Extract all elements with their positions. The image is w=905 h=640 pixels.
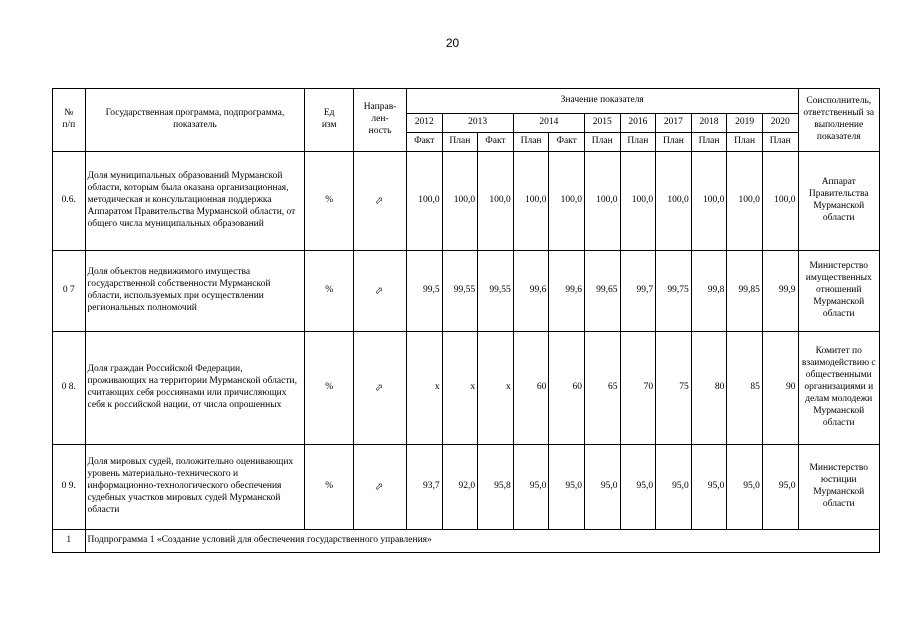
table-row (53, 152, 880, 251)
value-cell: 99,6 (549, 251, 585, 332)
value-cell: 99,75 (656, 251, 692, 332)
arrow-up-right-icon: ⇨ (372, 283, 387, 298)
subcol: План (727, 133, 763, 152)
subprogram-title: Подпрограмма 1 «Создание условий для обеспечения государственного управления» (85, 530, 879, 553)
value-cell: 80 (691, 332, 727, 445)
value-cell: 100,0 (620, 152, 656, 251)
subcol: Факт (478, 133, 514, 152)
row-unit: % (305, 251, 354, 332)
row-unit: % (305, 152, 354, 251)
subprogram-num: 1 (53, 530, 86, 553)
row-name: Доля граждан Российской Федерации, проживающих на территории Мурманской области, считающих себя россиянами или причисляющих себя к российской нации, от числа опрошенных (85, 332, 305, 445)
value-cell: 92,0 (442, 445, 478, 530)
subcol: Факт (406, 133, 442, 152)
value-cell: 85 (727, 332, 763, 445)
value-cell: 90 (762, 332, 798, 445)
value-cell: 99,7 (620, 251, 656, 332)
row-direction (354, 251, 407, 332)
value-cell: 99,8 (691, 251, 727, 332)
row-executor: Аппарат Правительства Мурманской области (798, 152, 880, 251)
value-cell: 100,0 (762, 152, 798, 251)
value-cell: x (442, 332, 478, 445)
row-unit: % (305, 445, 354, 530)
arrow-up-right-icon: ⇨ (372, 380, 387, 395)
value-cell: 95,0 (620, 445, 656, 530)
value-cell: 100,0 (442, 152, 478, 251)
value-cell: 95,0 (691, 445, 727, 530)
subcol: План (584, 133, 620, 152)
value-cell: 95,0 (513, 445, 549, 530)
subcol: План (691, 133, 727, 152)
value-cell: 65 (584, 332, 620, 445)
header-row-1 (53, 89, 880, 114)
value-cell: 95,0 (584, 445, 620, 530)
subcol: План (620, 133, 656, 152)
value-cell: 70 (620, 332, 656, 445)
subcol: План (513, 133, 549, 152)
year-2018: 2018 (691, 114, 727, 133)
row-name: Доля муниципальных образований Мурманской области, которым была оказана организационная, методическая и консультационная поддержка Аппаратом Правительства Мурманской области, от общего числа муниципальных образований (85, 152, 305, 251)
year-2016: 2016 (620, 114, 656, 133)
value-cell: 100,0 (727, 152, 763, 251)
row-name: Доля мировых судей, положительно оценивающих уровень материально-технического и информационно-технологического обеспечения судебных участков мировых судей Мурманской области (85, 445, 305, 530)
year-2019: 2019 (727, 114, 763, 133)
value-cell: 100,0 (656, 152, 692, 251)
value-cell: 95,0 (549, 445, 585, 530)
value-cell: 99,55 (478, 251, 514, 332)
header-direction: Направ- лен- ность (354, 89, 407, 152)
value-cell: 99,55 (442, 251, 478, 332)
header-num: № п/п (53, 89, 86, 152)
value-cell: 95,8 (478, 445, 514, 530)
value-cell: 99,65 (584, 251, 620, 332)
value-cell: x (406, 332, 442, 445)
row-num: 0.6. (53, 152, 86, 251)
header-executor: Соисполнитель, ответственный за выполнение показателя (798, 89, 880, 152)
subcol: План (656, 133, 692, 152)
year-2012: 2012 (406, 114, 442, 133)
row-executor: Комитет по взаимодействию с общественными организациями и делам молодежи Мурманской области (798, 332, 880, 445)
row-executor: Министерство юстиции Мурманской области (798, 445, 880, 530)
table-row (53, 445, 880, 530)
arrow-up-right-icon: ⇨ (372, 479, 387, 494)
indicators-table (52, 88, 880, 553)
row-name: Доля объектов недвижимого имущества государственной собственности Мурманской области, используемых при осуществлении региональных полномочий (85, 251, 305, 332)
value-cell: 95,0 (762, 445, 798, 530)
subcol: Факт (549, 133, 585, 152)
value-cell: 95,0 (656, 445, 692, 530)
header-indicator-value: Значение показателя (406, 89, 798, 114)
value-cell: x (478, 332, 514, 445)
subprogram-row (53, 530, 880, 553)
value-cell: 100,0 (584, 152, 620, 251)
arrow-up-right-icon: ⇨ (372, 193, 387, 208)
value-cell: 95,0 (727, 445, 763, 530)
row-num: 0 7 (53, 251, 86, 332)
subcol: План (442, 133, 478, 152)
table-row (53, 332, 880, 445)
value-cell: 100,0 (549, 152, 585, 251)
header-unit: Ед изм (305, 89, 354, 152)
header-program: Государственная программа, подпрограмма, показатель (85, 89, 305, 152)
value-cell: 99,6 (513, 251, 549, 332)
page-number: 20 (445, 36, 460, 50)
year-2013: 2013 (442, 114, 513, 133)
subcol: План (762, 133, 798, 152)
table-row (53, 251, 880, 332)
value-cell: 99,9 (762, 251, 798, 332)
row-num: 0 9. (53, 445, 86, 530)
value-cell: 100,0 (513, 152, 549, 251)
value-cell: 99,5 (406, 251, 442, 332)
year-2015: 2015 (584, 114, 620, 133)
row-direction (354, 445, 407, 530)
value-cell: 60 (513, 332, 549, 445)
year-2020: 2020 (762, 114, 798, 133)
value-cell: 100,0 (406, 152, 442, 251)
year-2014: 2014 (513, 114, 584, 133)
value-cell: 75 (656, 332, 692, 445)
value-cell: 93,7 (406, 445, 442, 530)
value-cell: 99,85 (727, 251, 763, 332)
row-executor: Министерство имущественных отношений Мурманской области (798, 251, 880, 332)
row-direction (354, 332, 407, 445)
row-num: 0 8. (53, 332, 86, 445)
value-cell: 100,0 (691, 152, 727, 251)
year-2017: 2017 (656, 114, 692, 133)
value-cell: 100,0 (478, 152, 514, 251)
value-cell: 60 (549, 332, 585, 445)
row-unit: % (305, 332, 354, 445)
row-direction (354, 152, 407, 251)
